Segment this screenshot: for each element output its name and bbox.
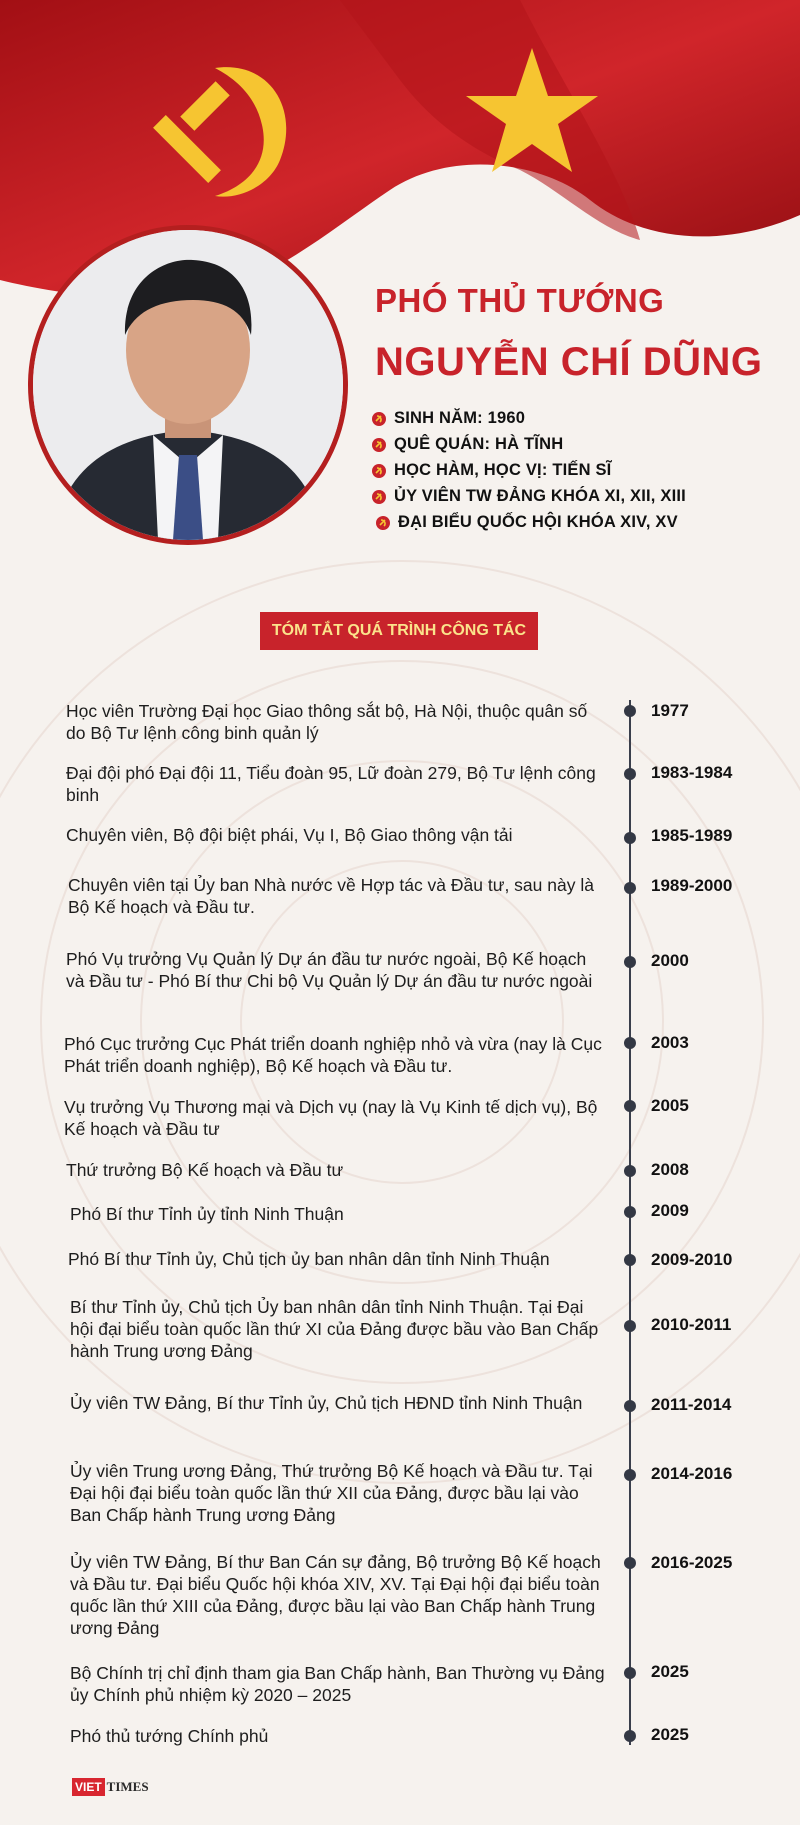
entry-description: Ủy viên TW Đảng, Bí thư Ban Cán sự đảng, Bộ trưởng Bộ Kế hoạch và Đầu tư. Đại biểu Quốc hội khóa XIV, XV. Tại Đại hội đại biểu toàn quốc lần thứ XIII của Đảng, được bầu lại vào Ban Chấp hành Trung ương Đảng <box>70 1552 601 1638</box>
hammer-sickle-bullet-icon <box>372 412 386 426</box>
timeline-dot <box>624 1206 636 1218</box>
timeline-axis <box>629 700 631 1745</box>
hammer-sickle-bullet-icon <box>372 438 386 452</box>
entry-year: 2009 <box>651 1201 689 1220</box>
hammer-sickle-bullet-icon <box>376 516 390 530</box>
fact-text: SINH NĂM: 1960 <box>394 409 526 427</box>
person-portrait-icon <box>33 230 343 540</box>
entry-year: 1989-2000 <box>651 876 733 895</box>
person-name: NGUYỄN CHÍ DŨNG <box>375 340 763 384</box>
timeline-dot <box>624 1100 636 1112</box>
timeline-dot <box>624 1667 636 1679</box>
timeline-dot <box>624 1730 636 1742</box>
entry-description: Ủy viên Trung ương Đảng, Thứ trưởng Bộ Kế hoạch và Đầu tư. Tại Đại hội đại biểu toàn quốc lần thứ XII của Đảng, được bầu lại vào Ban Chấp hành Trung ương Đảng <box>70 1461 593 1525</box>
timeline-dot <box>624 956 636 968</box>
timeline-dot <box>624 1557 636 1569</box>
entry-description: Thứ trưởng Bộ Kế hoạch và Đầu tư <box>66 1160 344 1180</box>
entry-description: Phó Cục trưởng Cục Phát triển doanh nghiệp nhỏ và vừa (nay là Cục Phát triển doanh nghiệp), Bộ Kế hoạch và Đầu tư. <box>64 1034 602 1076</box>
fact-text: HỌC HÀM, HỌC VỊ: TIẾN SĨ <box>394 461 612 479</box>
fact-item <box>372 484 686 509</box>
entry-description: Phó Bí thư Tỉnh ủy, Chủ tịch ủy ban nhân dân tỉnh Ninh Thuận <box>68 1249 550 1269</box>
entry-description: Phó thủ tướng Chính phủ <box>70 1726 269 1746</box>
fact-item <box>372 432 686 457</box>
entry-year: 2025 <box>651 1725 689 1744</box>
fact-text: ĐẠI BIỂU QUỐC HỘI KHÓA XIV, XV <box>398 513 678 531</box>
logo-viet: VIET <box>72 1778 105 1796</box>
timeline-dot <box>624 768 636 780</box>
entry-description: Vụ trưởng Vụ Thương mại và Dịch vụ (nay là Vụ Kinh tế dịch vụ), Bộ Kế hoạch và Đầu tư <box>64 1097 598 1139</box>
entry-description: Đại đội phó Đại đội 11, Tiểu đoàn 95, Lữ đoàn 279, Bộ Tư lệnh công binh <box>66 763 596 805</box>
entry-year: 2009-2010 <box>651 1250 733 1269</box>
entry-description: Ủy viên TW Đảng, Bí thư Tỉnh ủy, Chủ tịch HĐND tỉnh Ninh Thuận <box>70 1393 583 1413</box>
timeline-dot <box>624 1254 636 1266</box>
entry-year: 2005 <box>651 1096 689 1115</box>
entry-year: 2008 <box>651 1160 689 1179</box>
fact-item <box>372 510 686 535</box>
entry-year: 2014-2016 <box>651 1464 733 1483</box>
entry-year: 2025 <box>651 1662 689 1681</box>
timeline-dot <box>624 1165 636 1177</box>
logo-times: TIMES <box>106 1779 149 1794</box>
timeline-dot <box>624 705 636 717</box>
timeline-dot <box>624 1469 636 1481</box>
timeline-dot <box>624 1400 636 1412</box>
entry-year: 1977 <box>651 701 689 720</box>
entry-year: 2000 <box>651 951 689 970</box>
timeline-dot <box>624 832 636 844</box>
viettimes-logo <box>72 1778 149 1796</box>
hammer-sickle-bullet-icon <box>372 490 386 504</box>
entry-year: 2003 <box>651 1033 689 1052</box>
fact-text: ỦY VIÊN TW ĐẢNG KHÓA XI, XII, XIII <box>394 487 686 505</box>
entry-year: 1983-1984 <box>651 763 733 782</box>
entry-year: 2010-2011 <box>651 1315 732 1334</box>
entry-description: Chuyên viên tại Ủy ban Nhà nước về Hợp tác và Đầu tư, sau này là Bộ Kế hoạch và Đầu tư. <box>68 875 594 917</box>
entry-year: 2011-2014 <box>651 1395 732 1414</box>
entry-description: Bộ Chính trị chỉ định tham gia Ban Chấp hành, Ban Thường vụ Đảng ủy Chính phủ nhiệm kỳ 2020 – 2025 <box>70 1663 605 1705</box>
fact-item <box>372 458 686 483</box>
entry-description: Chuyên viên, Bộ đội biệt phái, Vụ I, Bộ Giao thông vận tải <box>66 825 513 845</box>
fact-text: QUÊ QUÁN: HÀ TĨNH <box>394 435 564 453</box>
timeline-dot <box>624 1037 636 1049</box>
fact-item <box>372 406 686 431</box>
role-title: PHÓ THỦ TƯỚNG <box>375 282 665 319</box>
section-heading: TÓM TẮT QUÁ TRÌNH CÔNG TÁC <box>260 612 538 650</box>
entry-year: 1985-1989 <box>651 826 733 845</box>
timeline-dot <box>624 882 636 894</box>
entry-description: Học viên Trường Đại học Giao thông sắt bộ, Hà Nội, thuộc quân số do Bộ Tư lệnh công binh quản lý <box>66 701 588 743</box>
hammer-sickle-bullet-icon <box>372 464 386 478</box>
entry-description: Bí thư Tỉnh ủy, Chủ tịch Ủy ban nhân dân tỉnh Ninh Thuận. Tại Đại hội đại biểu toàn quốc lần thứ XI của Đảng được bầu vào Ban Chấp hành Trung ương Đảng <box>70 1297 599 1361</box>
bio-facts-list <box>372 406 686 536</box>
entry-description: Phó Bí thư Tỉnh ủy tỉnh Ninh Thuận <box>70 1204 344 1224</box>
entry-description: Phó Vụ trưởng Vụ Quản lý Dự án đầu tư nước ngoài, Bộ Kế hoạch và Đầu tư - Phó Bí thư Chi bộ Vụ Quản lý Dự án đầu tư nước ngoài <box>66 949 593 991</box>
portrait-photo <box>28 225 348 545</box>
timeline-dot <box>624 1320 636 1332</box>
entry-year: 2016-2025 <box>651 1553 733 1572</box>
